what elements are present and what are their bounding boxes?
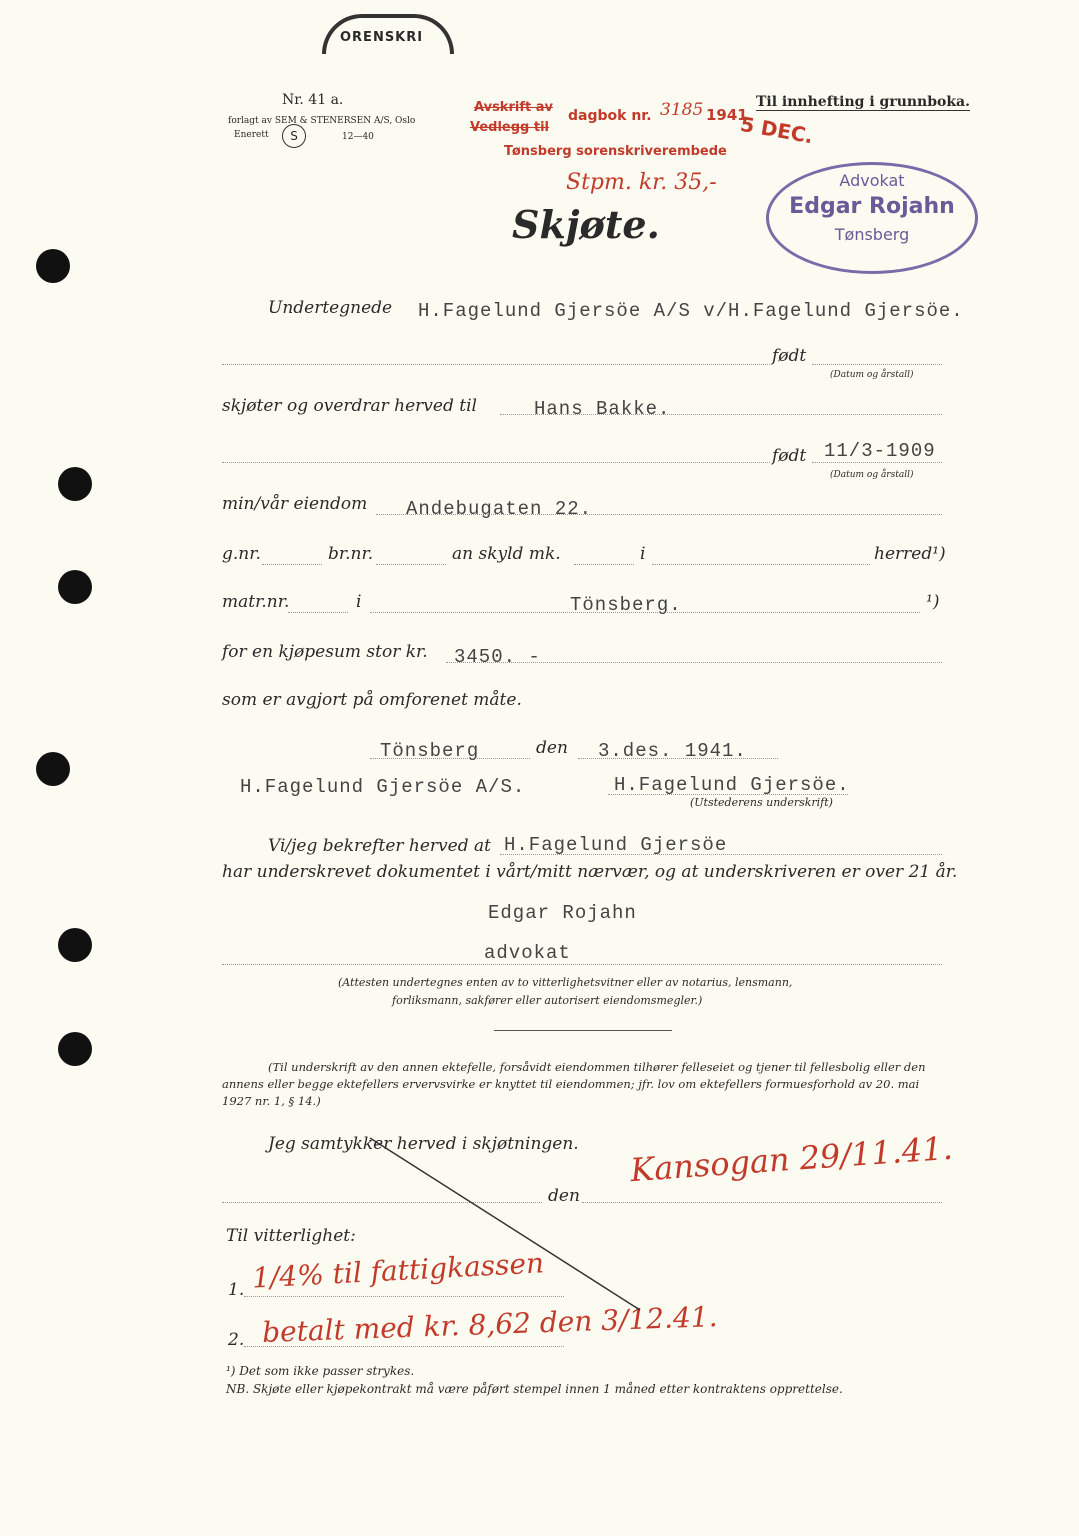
stamp-number: 3185 xyxy=(660,100,704,120)
attest-note-1: (Attesten undertegnes enten av to vitterlighetsvitner eller av notarius, lensmann, xyxy=(338,976,793,989)
date-value: 3.des. 1941. xyxy=(598,740,747,762)
avgjort-text: som er avgjort på omforenet måte. xyxy=(222,690,522,710)
herred-label: herred¹) xyxy=(874,544,946,564)
fodt2-value: 11/3-1909 xyxy=(824,440,936,462)
undertegnede-value: H.Fagelund Gjersöe A/S v/H.Fagelund Gjersöe. xyxy=(418,300,964,322)
handwritten-line-1: 1/4% til fattigkassen xyxy=(251,1246,545,1295)
overdrar-label: skjøter og overdrar herved til xyxy=(222,396,477,416)
lawyer-stamp-name: Edgar Rojahn xyxy=(789,194,955,219)
underskrevet-text: har underskrevet dokumentet i vårt/mitt nærvær, og at underskriveren er over 21 år. xyxy=(222,862,958,882)
matr-label: matr.nr. xyxy=(222,592,290,612)
page-title: Skjøte. xyxy=(512,202,660,247)
skyld-label: an skyld mk. xyxy=(452,544,561,564)
fodt2-label: født xyxy=(772,446,807,466)
samtykker-text: Jeg samtykker herved i skjøtningen. xyxy=(268,1134,579,1154)
witness-title: advokat xyxy=(484,942,571,964)
publisher-date: 12—40 xyxy=(342,132,374,142)
publisher-enerett: Enerett xyxy=(234,130,269,140)
samtykker-den: den xyxy=(548,1186,580,1206)
matr-i-label: i xyxy=(356,592,362,612)
utsteder-note: (Utstederens underskrift) xyxy=(690,796,833,809)
publisher-logo-icon: S xyxy=(282,124,306,148)
bekrefter-value: H.Fagelund Gjersöe xyxy=(504,834,728,856)
stamp-year: 1941 xyxy=(706,106,748,124)
vitterlighet-label: Til vitterlighet: xyxy=(226,1226,356,1246)
form-number: Nr. 41 a. xyxy=(282,92,344,108)
spouse-note-3: 1927 nr. 1, § 14.) xyxy=(222,1094,321,1108)
witness-name: Edgar Rojahn xyxy=(488,902,637,924)
undertegnede-label: Undertegnede xyxy=(268,298,393,318)
kjopesum-label: for en kjøpesum stor kr. xyxy=(222,642,428,662)
i-label: i xyxy=(640,544,646,564)
handwritten-place-date: Kansogan 29/11.41. xyxy=(629,1128,954,1190)
gnr-label: g.nr. xyxy=(222,544,261,564)
lawyer-stamp-line1: Advokat xyxy=(839,171,905,190)
stamp-date: 5 DEC. xyxy=(738,111,815,149)
matr-place: Tönsberg. xyxy=(570,594,682,616)
signer-left: H.Fagelund Gjersöe A/S. xyxy=(240,776,526,798)
kjopesum-value: 3450. - xyxy=(454,646,541,668)
witness-line-2: 2. xyxy=(228,1330,245,1350)
attest-note-2: forliksmann, sakfører eller autorisert eiendomsmegler.) xyxy=(392,994,703,1007)
bekrefter-label: Vi/jeg bekrefter herved at xyxy=(268,836,491,856)
brnr-label: br.nr. xyxy=(328,544,374,564)
overdrar-value: Hans Bakke. xyxy=(534,398,671,420)
footer-note-1: ¹) Det som ikke passer strykes. xyxy=(226,1364,415,1378)
stamp-office: Tønsberg sorenskriverembede xyxy=(504,144,727,159)
stamp-vedlegg: Vedlegg til xyxy=(470,120,550,135)
datum-note: (Datum og årstall) xyxy=(830,370,914,380)
stamp-dagbok: dagbok nr. xyxy=(568,108,652,124)
top-right-note: Til innhefting i grunnboka. xyxy=(756,94,971,110)
footer-note-2: NB. Skjøte eller kjøpekontrakt må være påført stempel innen 1 måned etter kontraktens opprettelse. xyxy=(226,1382,843,1396)
stamp-avskrift: Avskrift av xyxy=(474,100,553,115)
fodt-label: født xyxy=(772,346,807,366)
spouse-note-1: (Til underskrift av den annen ektefelle, forsåvidt eiendommen tilhører felleseiet og tjener til fellesbolig eller den xyxy=(268,1060,926,1074)
spouse-note-2: annens eller begge ektefellers ervervsvirke er knyttet til eiendommen; jfr. lov om ektefellers formuesforhold av 20. mai xyxy=(222,1077,920,1091)
lawyer-stamp-city: Tønsberg xyxy=(834,225,910,244)
handwritten-line-2: betalt med kr. 8,62 den 3/12.41. xyxy=(261,1300,718,1349)
eiendom-value: Andebugaten 22. xyxy=(406,498,593,520)
den-label: den xyxy=(536,738,568,758)
place-value: Tönsberg xyxy=(380,740,480,762)
seal-text: ORENSKRI xyxy=(340,30,424,45)
signer-right: H.Fagelund Gjersöe. xyxy=(614,774,850,796)
stamp-fee: Stpm. kr. 35,- xyxy=(566,170,717,195)
publisher-line: forlagt av SEM & STENERSEN A/S, Oslo xyxy=(228,116,416,126)
eiendom-label: min/vår eiendom xyxy=(222,494,368,514)
matr-note: ¹) xyxy=(926,592,940,612)
witness-line-1: 1. xyxy=(228,1280,245,1300)
datum-note-2: (Datum og årstall) xyxy=(830,470,914,480)
